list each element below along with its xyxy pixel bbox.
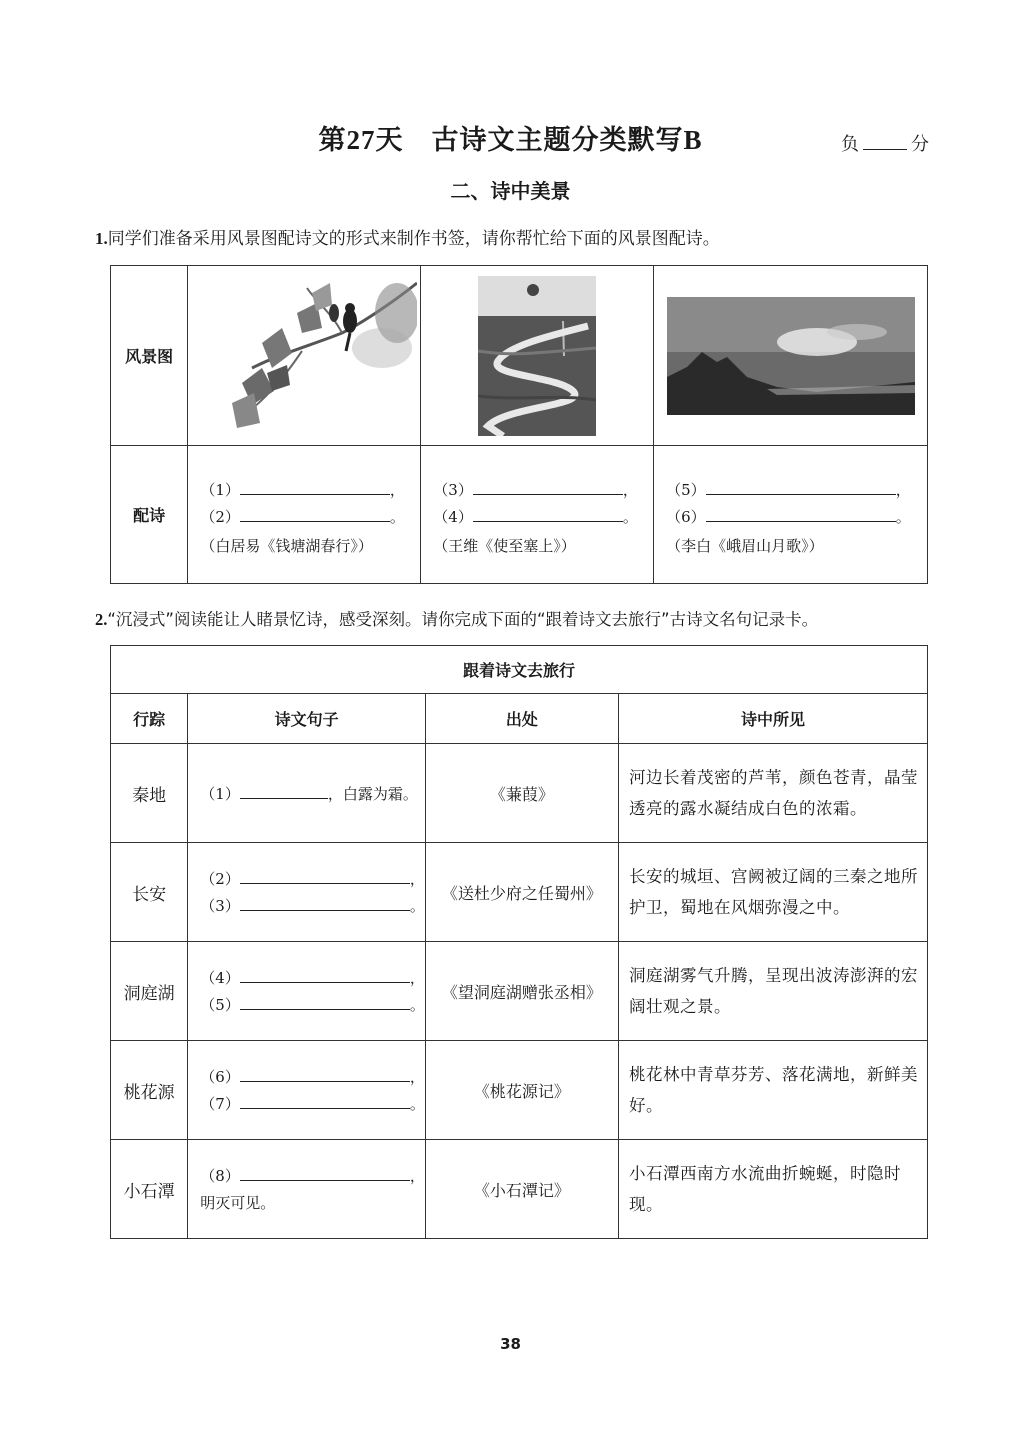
line-end: ， — [409, 1068, 425, 1086]
line-end: 。 — [389, 508, 405, 526]
description-cell: 河边长着茂密的芦苇，颜色苍青，晶莹透亮的露水凝结成白色的浓霜。 — [618, 744, 927, 843]
scene-poem-table — [110, 265, 928, 584]
poem-line-5 — [666, 479, 927, 500]
poem-line-1 — [200, 479, 420, 500]
score-label-right: 分 — [911, 134, 929, 155]
answer-blank-3[interactable] — [473, 480, 623, 495]
sentence-line — [200, 1192, 425, 1213]
answer-blank-5[interactable] — [706, 480, 896, 495]
sentence-line — [200, 1066, 425, 1087]
column-header: 出处 — [425, 694, 618, 744]
question-2-number: 2. — [95, 610, 108, 629]
poem-line-3 — [433, 479, 653, 500]
question-1 — [95, 224, 720, 249]
poem-cell-2 — [421, 446, 654, 584]
score-label-left: 负 — [841, 134, 859, 155]
question-2-text: “沉浸式”阅读能让人睹景忆诗，感受深刻。请你完成下面的“跟着诗文去旅行”古诗文名句记录卡。 — [107, 610, 819, 629]
origin-cell: 《送杜少府之任蜀州》 — [425, 843, 618, 942]
description-cell: 洞庭湖雾气升腾，呈现出波涛澎湃的宏阔壮观之景。 — [618, 942, 927, 1041]
table-header-row — [111, 694, 928, 744]
poem-source: （李白《峨眉山月歌》） — [666, 537, 824, 555]
sentence-line — [200, 967, 425, 988]
table-row — [111, 1140, 928, 1239]
title-row — [0, 118, 1021, 162]
title-letter: B — [683, 125, 703, 155]
line-end: ， — [622, 481, 638, 499]
poem-line-6 — [666, 506, 927, 527]
sentence-line — [200, 994, 425, 1015]
bird-branch-illustration — [192, 273, 417, 438]
line-end: 。 — [409, 1095, 425, 1113]
answer-blank-6[interactable] — [706, 507, 896, 522]
line-number: （1） — [200, 784, 240, 803]
poem-line-4 — [433, 506, 653, 527]
poem-cell-3 — [654, 446, 928, 584]
answer-blank-6[interactable] — [240, 1067, 410, 1082]
answer-blank-2[interactable] — [240, 869, 410, 884]
question-2 — [95, 606, 818, 630]
place-cell: 桃花源 — [111, 1041, 188, 1140]
mountain-moon-illustration — [667, 297, 915, 415]
place-cell: 秦地 — [111, 744, 188, 843]
answer-blank-3[interactable] — [240, 896, 410, 911]
description-cell: 小石潭西南方水流曲折蜿蜒，时隐时现。 — [618, 1140, 927, 1239]
line-number: （1） — [200, 481, 240, 499]
origin-cell: 《桃花源记》 — [425, 1041, 618, 1140]
place-cell: 小石潭 — [111, 1140, 188, 1239]
line-end: 。 — [409, 996, 425, 1014]
table-row — [111, 843, 928, 942]
column-header: 诗文句子 — [188, 694, 426, 744]
line-end: ， — [409, 1167, 425, 1185]
answer-blank-4[interactable] — [240, 968, 410, 983]
line-number: （6） — [200, 1068, 240, 1086]
column-header: 诗中所见 — [618, 694, 927, 744]
section-title: 二、诗中美景 — [450, 179, 571, 203]
table-title: 跟着诗文去旅行 — [111, 646, 928, 694]
scene-row — [111, 266, 928, 446]
sentence-cell — [188, 1140, 426, 1239]
line-end: ， — [409, 969, 425, 987]
column-header: 行踪 — [111, 694, 188, 744]
line-number: （7） — [200, 1095, 240, 1113]
answer-blank-5[interactable] — [240, 995, 410, 1010]
line-number: （5） — [666, 481, 706, 499]
scene-image-3 — [654, 266, 928, 446]
poem-source: （白居易《钱塘湖春行》） — [200, 537, 373, 555]
line-end: 。 — [622, 508, 638, 526]
answer-blank-8[interactable] — [240, 1166, 410, 1181]
line-number: （2） — [200, 508, 240, 526]
scene-image-2 — [421, 266, 654, 446]
line-number: （5） — [200, 996, 240, 1014]
origin-cell: 《小石潭记》 — [425, 1140, 618, 1239]
answer-blank-7[interactable] — [240, 1094, 410, 1109]
origin-cell: 《望洞庭湖赠张丞相》 — [425, 942, 618, 1041]
place-cell: 长安 — [111, 843, 188, 942]
sentence-line — [200, 1165, 425, 1186]
line-number: （8） — [200, 1167, 240, 1185]
line-number: （2） — [200, 870, 240, 888]
line-end: 。 — [409, 897, 425, 915]
table-title-row — [111, 646, 928, 694]
sentence-cell — [188, 942, 426, 1041]
score-blank[interactable] — [863, 135, 907, 150]
line-end: ，白露为霜。 — [327, 784, 418, 803]
title-text: 天 古诗文主题分类默写 — [375, 125, 684, 156]
line-end: ， — [389, 481, 405, 499]
poem-cell-1 — [188, 446, 421, 584]
poem-source: （王维《使至塞上》） — [433, 537, 576, 555]
description-cell: 桃花林中青草芬芳、落花满地，新鲜美好。 — [618, 1041, 927, 1140]
scene-image-1 — [188, 266, 421, 446]
sentence-line — [200, 868, 425, 889]
poem-line-2 — [200, 506, 420, 527]
title-day-number: 27 — [346, 125, 376, 155]
sentence-cell — [188, 1041, 426, 1140]
poem-row-label: 配诗 — [111, 446, 188, 584]
line-number: （6） — [666, 508, 706, 526]
table-row — [111, 942, 928, 1041]
table-row — [111, 744, 928, 843]
river-sunset-illustration — [478, 276, 596, 436]
question-1-number: 1. — [95, 229, 108, 248]
sentence-line — [200, 1093, 425, 1114]
place-cell: 洞庭湖 — [111, 942, 188, 1041]
answer-blank-4[interactable] — [473, 507, 623, 522]
line-number: （3） — [433, 481, 473, 499]
sentence-fixed-text: 明灭可见。 — [200, 1194, 276, 1212]
answer-blank-1[interactable] — [240, 784, 328, 799]
poem-row — [111, 446, 928, 584]
page-number: 38 — [500, 1335, 521, 1353]
answer-blank-2[interactable] — [240, 507, 390, 522]
line-number: （3） — [200, 897, 240, 915]
line-end: 。 — [895, 508, 911, 526]
sentence-line — [200, 783, 425, 804]
line-number: （4） — [433, 508, 473, 526]
sentence-line — [200, 895, 425, 916]
line-end: ， — [895, 481, 911, 499]
line-number: （4） — [200, 969, 240, 987]
travel-record-table — [110, 645, 928, 1239]
sentence-cell — [188, 744, 426, 843]
origin-cell: 《蒹葭》 — [425, 744, 618, 843]
score-field — [841, 130, 929, 156]
table-row — [111, 1041, 928, 1140]
scene-row-label: 风景图 — [111, 266, 188, 446]
question-1-text: 同学们准备采用风景图配诗文的形式来制作书签，请你帮忙给下面的风景图配诗。 — [107, 229, 720, 249]
title-prefix: 第 — [318, 125, 347, 156]
answer-blank-1[interactable] — [240, 480, 390, 495]
sentence-cell — [188, 843, 426, 942]
description-cell: 长安的城垣、宫阙被辽阔的三秦之地所护卫，蜀地在风烟弥漫之中。 — [618, 843, 927, 942]
line-end: ， — [409, 870, 425, 888]
